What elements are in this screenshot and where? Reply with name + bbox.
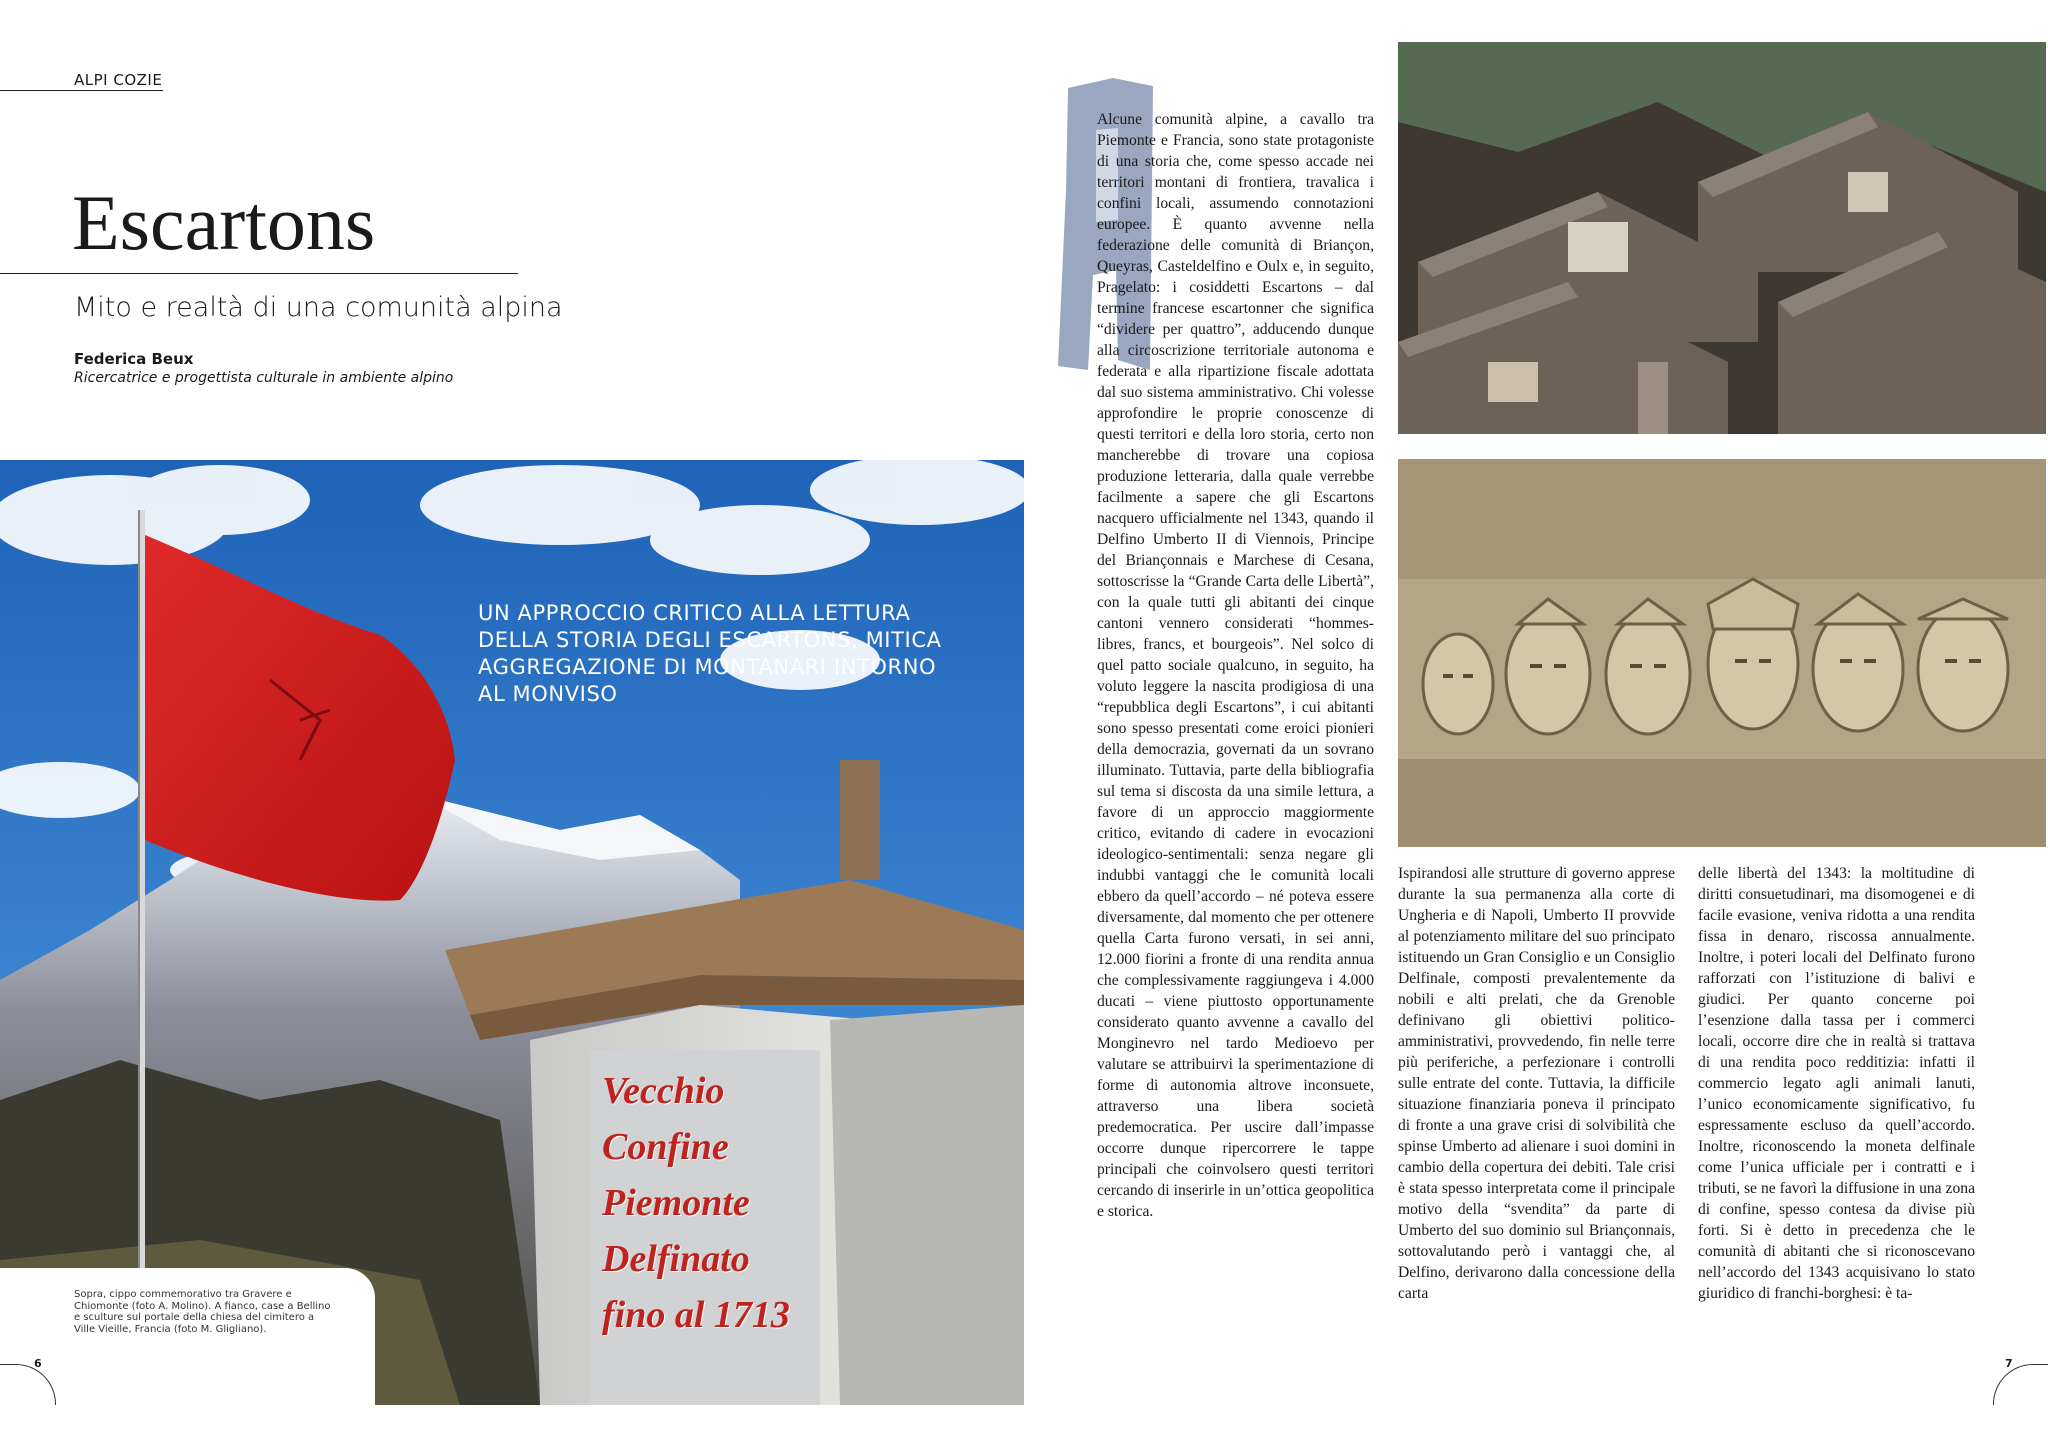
paragraph: Ispirandosi alle strutture di governo apprese durante la sua permanenza alla corte di Ungheria e di Napoli, Umberto II provvide al potenziamento militare del suo principato istituendo un Gran Consiglio e un Consiglio Delfinale, composti prevalentemente da nobili e alti prelati, che da Grenoble definivano gli obiettivi politico-amministrativi, provvedendo, fin nelle terre più periferiche, a perfezionare i controlli sulle entrate del conte. Tuttavia, la difficile situazione finanziaria poneva il principato di fronte a una grave crisi di solvibilità che spinse Umberto ad alienare i suoi domini in cambio della copertura dei debiti. Tale crisi è stata spesso interpretata come il principale motivo della “svendita” da parte di Umberto del suo dominio sul Briançonnais, sottovalutando però i vantaggi che, al Delfino, derivarono dalla concessione della carta: [1398, 865, 1675, 1302]
stone-inscription: [602, 1063, 827, 1343]
section-label: ALPI COZIE: [74, 71, 163, 89]
stone-line: fino al 1713: [602, 1294, 790, 1336]
photo-caption: Sopra, cippo commemorativo tra Gravere e Chiomonte (foto A. Molino). A fianco, case a Bellino e sculture sul portale della chiesa del cimitero a Ville Vieille, Francia (foto M. Gligliano).: [74, 1289, 331, 1335]
text-column-3: [1698, 863, 1975, 1304]
photo-village-roofs: [1398, 42, 2046, 434]
paragraph: delle libertà del 1343: la moltitudine di diritti consuetudinari, ma disomogenei e di facile evasione, veniva ridotta a una rendita fissa in denaro, riscossa annualmente. Inoltre, i poteri locali del Delfinato furono rafforzati con l’istituzione di balivi e giudici. Per quanto concerne poi l’esenzione dalla tassa per i commerci locali, occorre dire che in realtà si trattava di una rendita poco redditizia: infatti il commercio legato agli animali lanuti, l’unico economicamente significativo, fu espressamente escluso da quell’accordo. Inoltre, riconoscendo la moneta delfinale come l’unica ufficiale per i contratti e i tributi, se ne favorì la diffusione in una zona di confine, spesso contesa da divise più forti. Si è detto in precedenza che le comunità di abitanti che si riconoscevano nell’accordo del 1343 acquisivano lo stato giuridico di franchi-borghesi: è ta-: [1698, 865, 1975, 1302]
page-number-right: 7: [2005, 1357, 2013, 1370]
author-name: Federica Beux: [74, 350, 194, 368]
article-subtitle: Mito e realtà di una comunità alpina: [74, 292, 563, 323]
pull-quote: UN APPROCCIO CRITICO ALLA LETTURA DELLA STORIA DEGLI ESCARTONS, MITICA AGGREGAZIONE DI MONTANARI INTORNO AL MONVISO: [478, 601, 942, 706]
photo-carved-heads: [1398, 459, 2046, 847]
page-number-left: 6: [34, 1357, 42, 1370]
title-rule: [0, 273, 518, 274]
stone-line: Confine: [602, 1126, 729, 1168]
header-rule: [0, 90, 163, 91]
paragraph: Alcune comunità alpine, a cavallo tra Piemonte e Francia, sono state protagoniste di una storia che, come spesso accade nei territori montani di frontiera, travalica i confini locali, assumendo connotazioni europee. È quanto avvenne nella federazione delle comunità di Briançon, Queyras, Casteldelfino e Oulx e, in seguito, Pragelato: i cosiddetti Escartons – dal termine francese escartonner che significa “dividere per quattro”, adducendo dunque alla circoscrizione territoriale autonoma e federata e alla ripartizione fiscale adottata dal suo sistema amministrativo. Chi volesse approfondire le proprie conoscenze di questi territori e della loro storia, certo non mancherebbe di trovare una copiosa produzione letteraria, dalla quale verrebbe facilmente a sapere che gli Escartons nacquero ufficialmente nel 1343, quando il Delfino Umberto II di Viennois, Principe del Briançonnais e Marchese di Cesana, sottoscrisse la “Grande Carta delle Libertà”, con la quale tutti gli abitanti dei cinque cantoni vennero considerati “hommes-libres, francs, et bourgeois”. Nel solco di quel patto sociale qualcuno, in seguito, ha voluto leggere la nascita prodigiosa di una “repubblica degli Escartons”, i cui abitanti sono spesso presentati come eroici pionieri della democrazia, governati da un sovrano illuminato. Tuttavia, parte della bibliografia sul tema si discosta da una simile lettura, a favore di un approccio maggiormente critico, evitando di cadere in evocazioni ideologico-sentimentali: senza negare gli indubbi vantaggi che le comunità locali ebbero da quell’accordo – né poteva essere diversamente, dal momento che per ottenere quella Carta furono versati, in sei anni, 12.000 fiorini a fronte di una rendita annua che complessivamente raggiungeva i 4.000 ducati – viene piuttosto opportunamente considerato quanto avvenne a cavallo del Monginevro nel tardo Medioevo per valutare se attribuirvi la sperimentazione di forme di autonomia altrove inconsuete, attraverso una libera società predemocratica. Per uscire dall’impasse occorre dunque ripercorrere le tappe principali che coinvolsero questi territori cercando di inserirle in un’ottica geopolitica e storica.: [1097, 111, 1374, 1220]
article-title: Escartons: [72, 179, 376, 266]
stone-line: Delfinato: [602, 1238, 750, 1280]
page-corner-right: [1993, 1364, 2048, 1405]
stone-line: Vecchio: [602, 1070, 725, 1112]
text-column-2: [1398, 863, 1675, 1304]
stone-line: Piemonte: [602, 1182, 750, 1224]
text-column-1: [1097, 109, 1374, 1222]
author-affiliation: Ricercatrice e progettista culturale in ambiente alpino: [74, 370, 454, 386]
